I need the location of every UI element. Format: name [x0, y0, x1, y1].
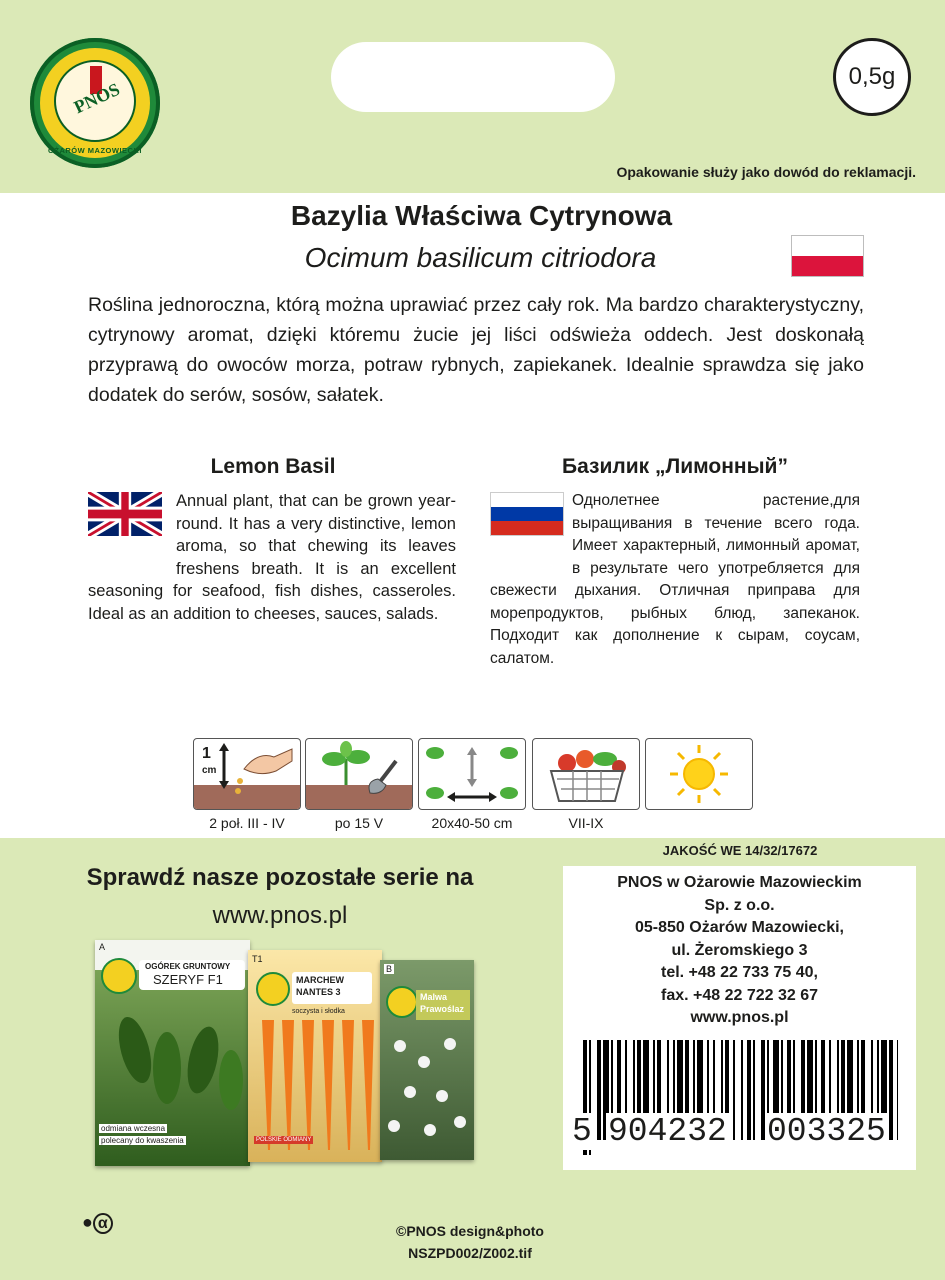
hanging-notch: [331, 42, 615, 112]
weight-badge: 0,5g: [833, 38, 911, 116]
mallow-packet: B Malwa Prawoślaz: [380, 960, 474, 1160]
barcode-number: [570, 1113, 905, 1158]
series-heading: Sprawdź nasze pozostałe serie na: [86, 864, 474, 891]
logo-brand: PNOS: [70, 78, 123, 118]
spacing-icon: [418, 738, 526, 810]
file-code: NSZPD002/Z002.tif: [408, 1245, 532, 1261]
sowing-depth-icon: 1 cm: [193, 738, 301, 810]
spacing-label: 20x40-50 cm: [431, 815, 513, 831]
russian-title: Базилик „Лимонный”: [562, 455, 788, 478]
company-tel: tel. +48 22 733 75 40,: [660, 964, 818, 981]
barcode-first-digit: 5: [572, 1113, 592, 1150]
logo-city: OŻARÓW MAZOWIECKI: [48, 146, 142, 155]
latin-name: Ocimum basilicum citriodora: [304, 242, 657, 273]
company-web[interactable]: www.pnos.pl: [690, 1009, 789, 1026]
sun-icon: [645, 738, 753, 810]
english-text: Annual plant, that can be grown year-round. It has a very distinctive, lemon aroma, so that chewing its leaves freshens breath. It is an excellent seasoning for seafood, fish dishes, casseroles. Ideal as an addition to cheeses, sauces, salads.: [88, 492, 456, 623]
cucumber-packet: A OGÓREK GRUNTOWY SZERYF F1 odmiana wczesna polecany do kwaszenia: [95, 940, 250, 1166]
carrot-packet: T1 MARCHEW NANTES 3 soczysta i słodka POLSKIE ODMIANY: [248, 950, 382, 1162]
company-fax: fax. +48 22 722 32 67: [660, 986, 819, 1004]
english-text-block: [88, 490, 456, 625]
packet-logo-icon: [256, 972, 290, 1006]
harvest-basket-icon: [532, 738, 640, 810]
complaint-note: Opakowanie służy jako dowód do reklamacji.: [616, 164, 916, 180]
sowing-time-label: 2 poł. III - IV: [209, 815, 285, 831]
english-title: Lemon Basil: [210, 455, 336, 478]
copyright-line: ©PNOS design&photo: [396, 1223, 544, 1239]
alpha-mark-icon: ● α: [82, 1212, 113, 1233]
description-pl: Roślina jednoroczna, którą można uprawiać przez cały rok. Ma bardzo charakterystyczny, cytrynowy aromat, dzięki któremu żucie jej liści odświeża oddech. Jest doskonałą przyprawą do owoców morza, potraw rybnych, zapiekanek. Idealnie sprawdza się jako dodatek do serów, sosów, sałatek.: [88, 294, 864, 406]
russian-text-block: [490, 490, 860, 670]
company-address: [563, 872, 916, 1030]
pnos-logo: [30, 38, 160, 168]
company-postal: 05-850 Ożarów Mazowiecki,: [635, 919, 844, 936]
quality-code: JAKOŚĆ WE 14/32/17672: [662, 843, 818, 858]
planting-time-label: po 15 V: [334, 815, 384, 831]
website-link[interactable]: www.pnos.pl: [212, 902, 348, 929]
planting-icon: [305, 738, 413, 810]
credits: [320, 1220, 620, 1264]
poland-flag-icon: [791, 235, 864, 277]
company-street: ul. Żeromskiego 3: [671, 941, 808, 959]
harvest-time-label: VII-IX: [568, 815, 604, 831]
packet-logo-icon: [101, 958, 137, 994]
packet-logo-icon: [386, 986, 418, 1018]
company-legal: Sp. z o.o.: [704, 896, 775, 914]
company-name: PNOS w Ożarowie Mazowieckim: [617, 874, 862, 891]
barcode-right-group: 003325: [767, 1113, 886, 1150]
barcode-left-group: 904232: [608, 1113, 727, 1150]
russian-text: Однолетнее растение,для выращивания в течение всего года. Имеет характерный, лимонный аромат, в результате чего употребляется для свежести дыхания. Отличная приправа для морепродуктов, рыбных блюд, запеканок. Подходит как дополнение к сырам, соусам, салатом.: [490, 492, 860, 667]
product-title: Bazylia Właściwa Cytrynowa: [290, 200, 673, 231]
